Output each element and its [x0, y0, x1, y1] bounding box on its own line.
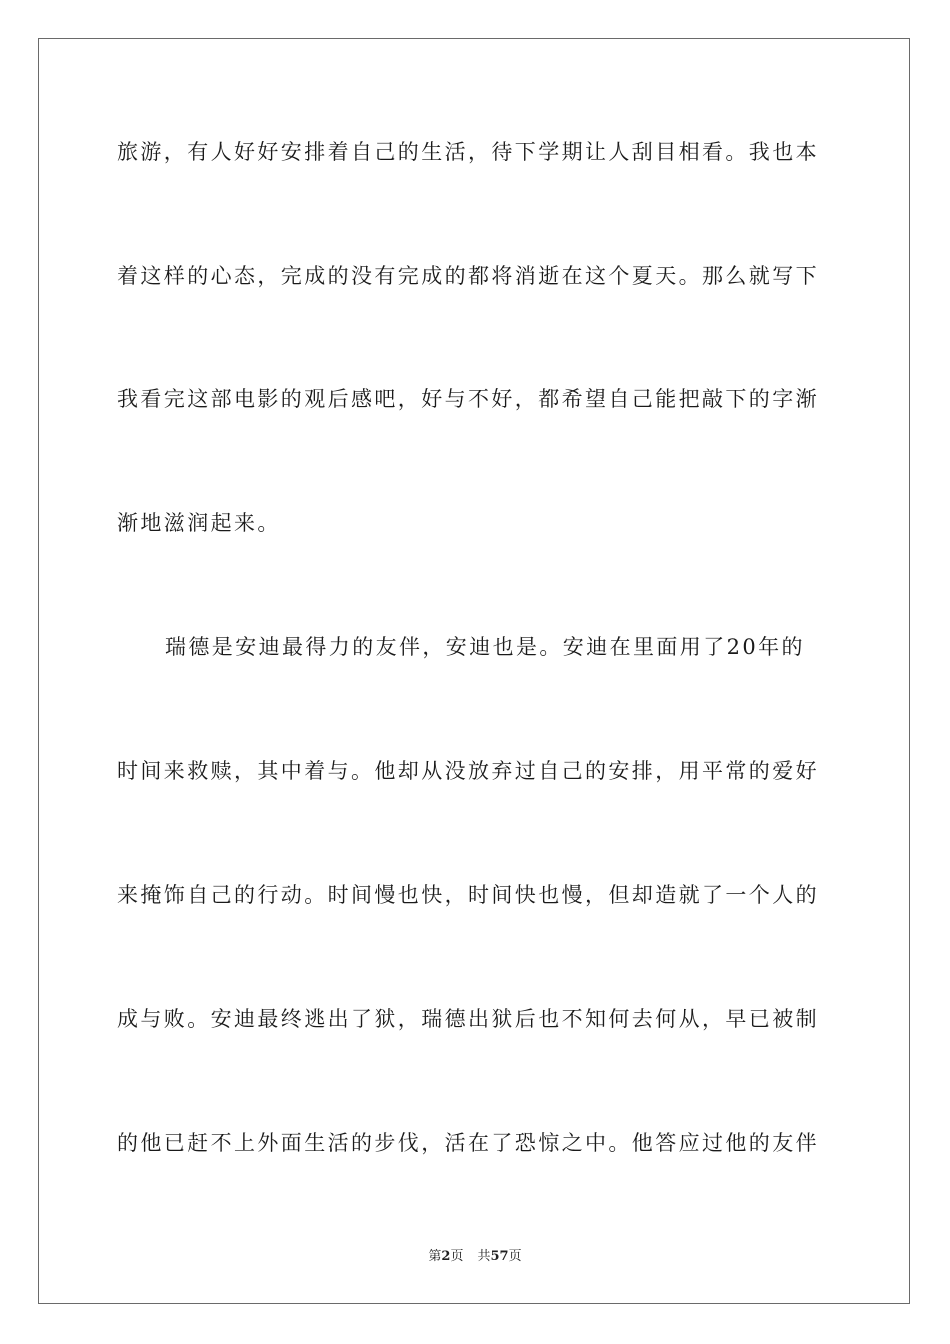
page-number: 2 [441, 1249, 451, 1264]
total-pages: 57 [490, 1249, 509, 1264]
text-line: 我看完这部电影的观后感吧，好与不好，都希望自己能把敲下的字渐 [117, 387, 819, 411]
page-prefix: 第 [428, 1249, 442, 1264]
page-border [38, 38, 910, 1304]
text-line: 渐地滋润起来。 [117, 511, 281, 535]
text-line: 时间来救赎，其中着与。他却从没放弃过自己的安排，用平常的爱好 [117, 759, 819, 783]
text-line: 的他已赶不上外面生活的步伐，活在了恐惊之中。他答应过他的友伴 [117, 1131, 819, 1155]
text-line: 来掩饰自己的行动。时间慢也快，时间快也慢，但却造就了一个人的 [117, 883, 819, 907]
text-line: 旅游，有人好好安排着自己的生活，待下学期让人刮目相看。我也本 [117, 140, 819, 164]
total-suffix: 页 [508, 1249, 522, 1264]
text-line: 成与败。安迪最终逃出了狱，瑞德出狱后也不知何去何从，早已被制 [117, 1007, 819, 1031]
paragraph-start-line: 瑞德是安迪最得力的友伴，安迪也是。安迪在里面用了20年的 [165, 635, 805, 659]
page-suffix: 页 [450, 1249, 464, 1264]
text-line: 着这样的心态，完成的没有完成的都将消逝在这个夏天。那么就写下 [117, 264, 819, 288]
page-footer [0, 1248, 950, 1266]
total-prefix: 共 [477, 1249, 491, 1264]
